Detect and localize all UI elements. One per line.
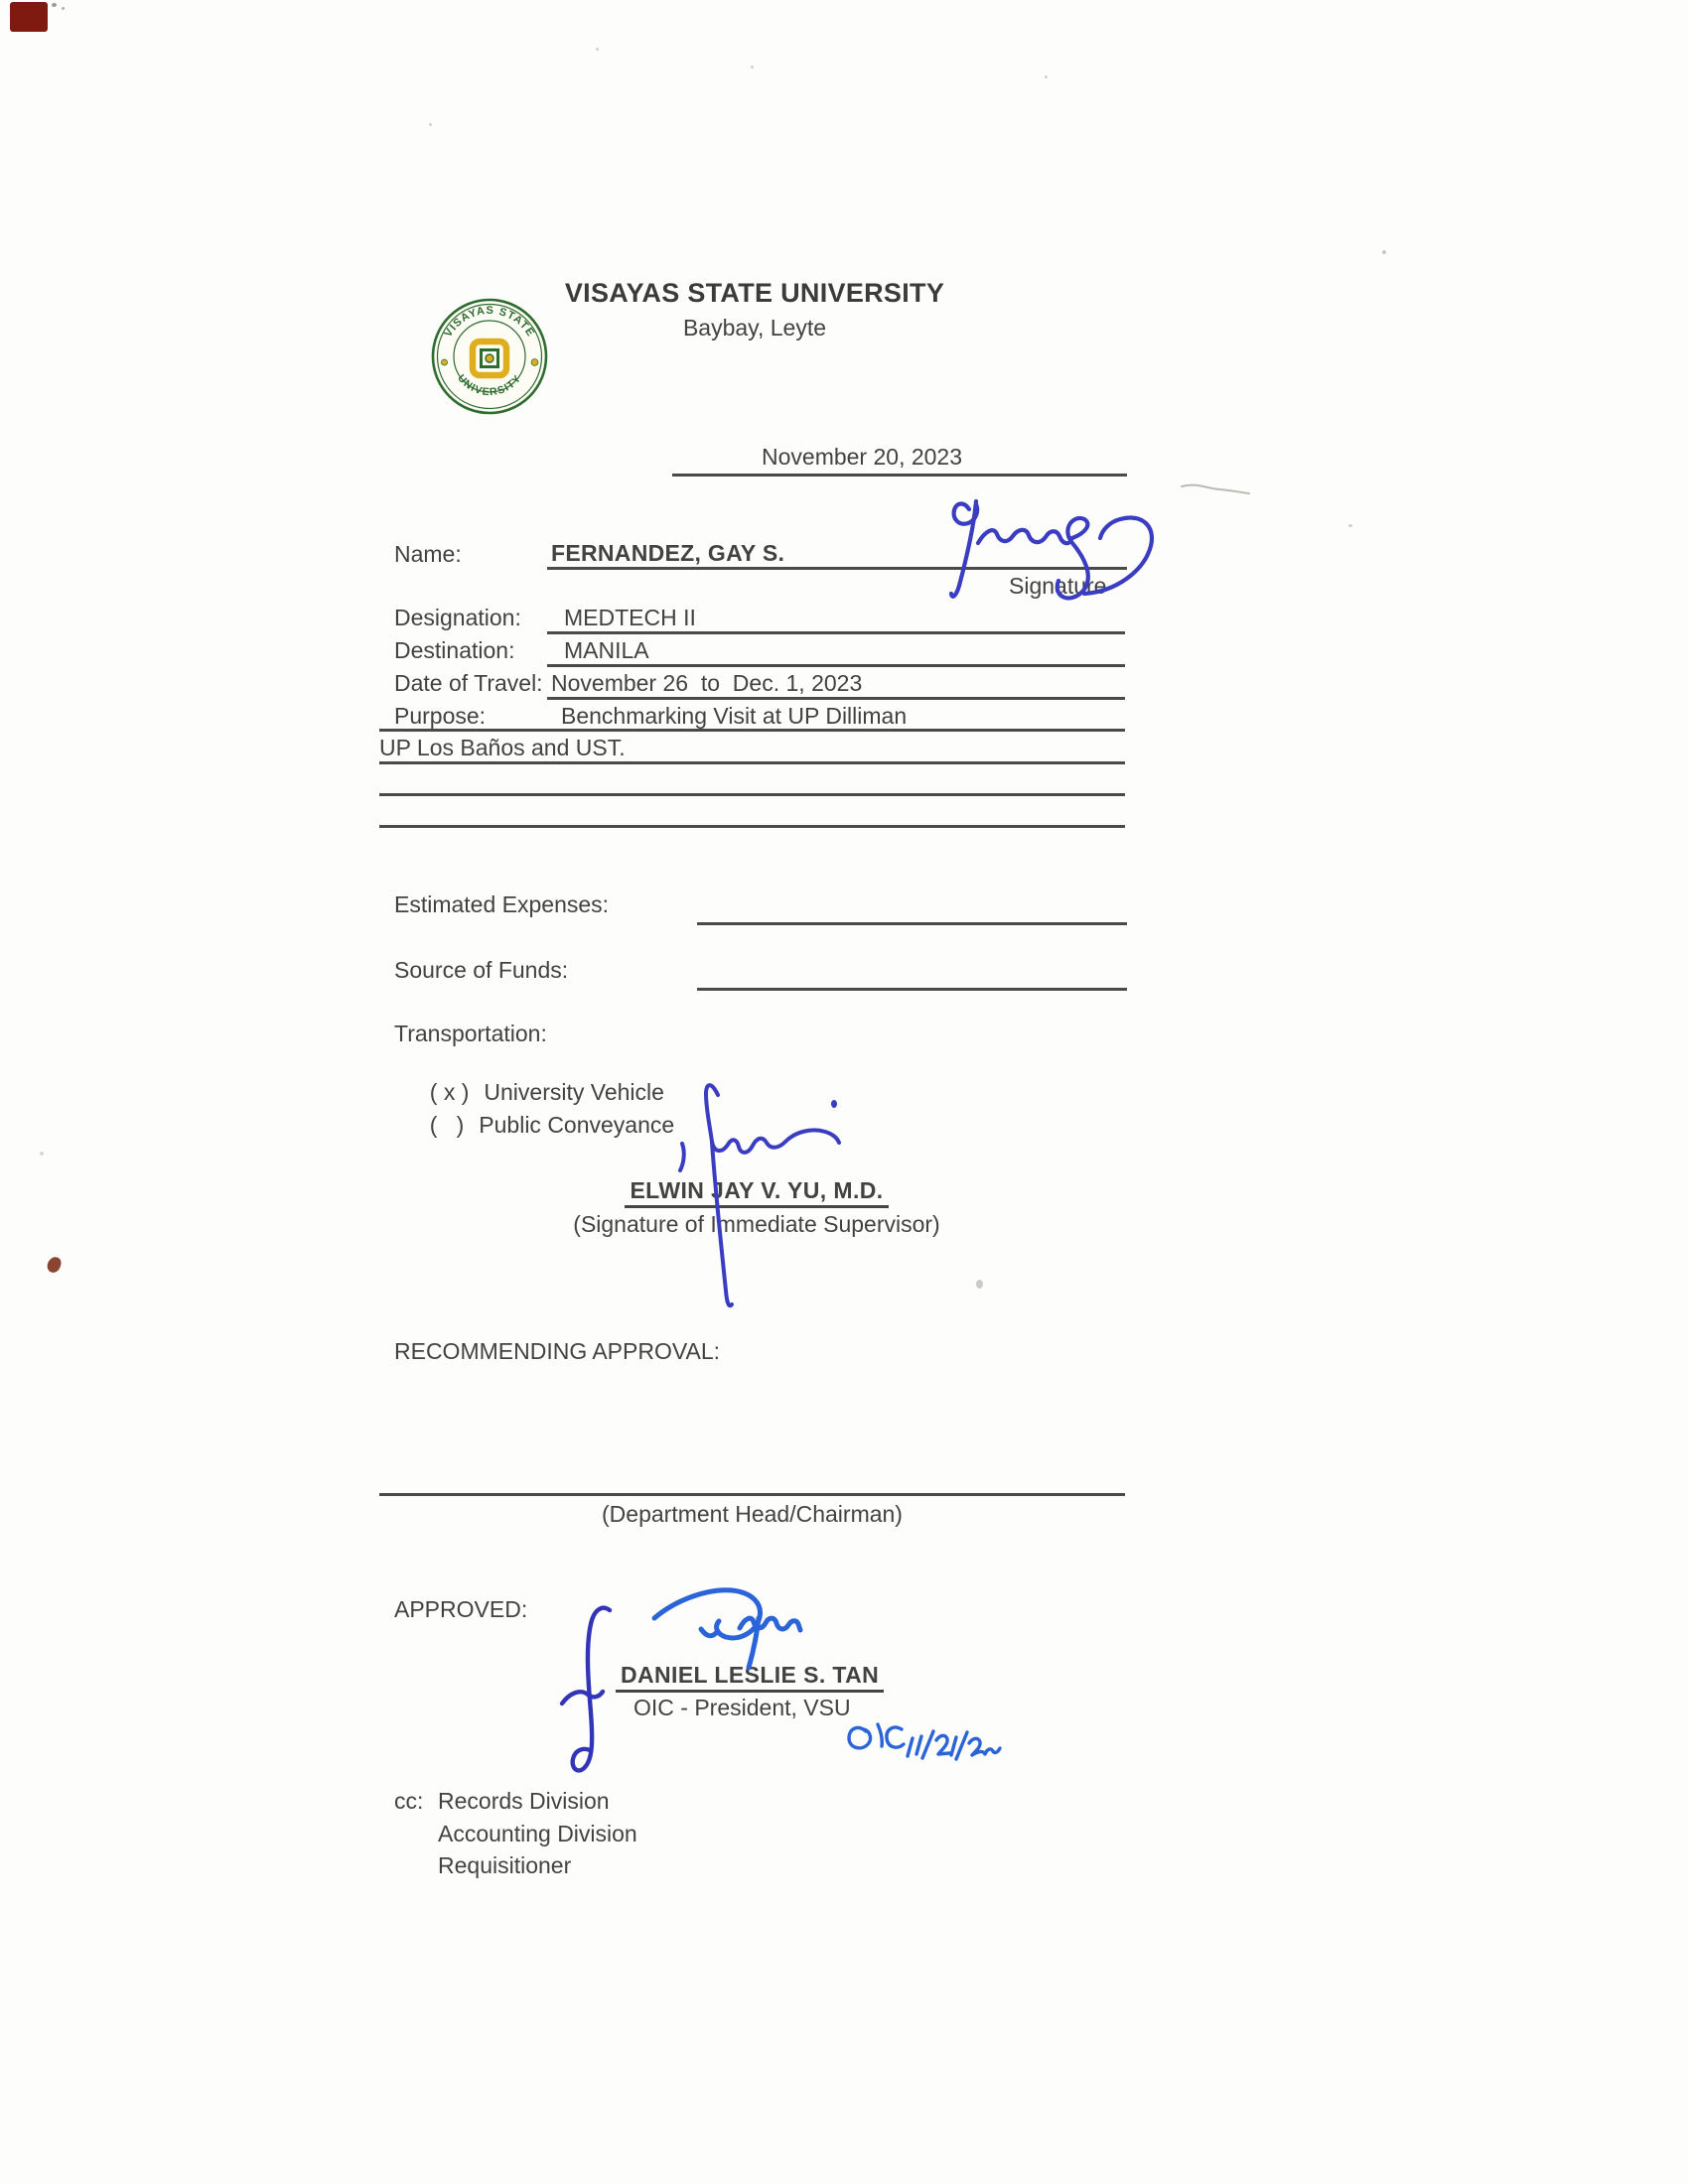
estimated-expenses-label: Estimated Expenses: <box>394 891 610 917</box>
logo-right-ornament <box>531 359 538 366</box>
pencil-squiggle-mark <box>1182 485 1249 493</box>
continuation-line <box>379 761 1125 764</box>
ink-dot-artifact <box>831 1100 837 1108</box>
approver-name: DANIEL LESLIE S. TAN <box>616 1662 884 1693</box>
designation-label: Designation: <box>394 605 521 630</box>
department-head-line <box>379 1493 1125 1496</box>
supervisor-block <box>477 1177 1037 1238</box>
designation-field-line <box>547 631 1125 634</box>
department-head-caption: (Department Head/Chairman) <box>602 1501 903 1527</box>
scan-artifact-corner-block <box>10 2 48 32</box>
handwritten-oic-date <box>849 1724 1000 1759</box>
logo-left-ornament <box>442 359 448 365</box>
scan-speck <box>976 1280 983 1289</box>
name-value: FERNANDEZ, GAY S. <box>551 540 785 566</box>
transportation-label: Transportation: <box>394 1021 547 1046</box>
cc-item-requisitioner: Requisitioner <box>438 1852 572 1878</box>
destination-field-line <box>547 664 1125 667</box>
date-of-travel-label: Date of Travel: <box>394 670 543 696</box>
blank-line-2 <box>379 825 1125 828</box>
travel-field-line <box>547 697 1125 700</box>
date-underline <box>672 474 1127 477</box>
president-signature-initial <box>562 1608 610 1771</box>
approver-block <box>616 1662 884 1721</box>
name-label: Name: <box>394 541 462 567</box>
university-location: Baybay, Leyte <box>682 315 827 341</box>
purpose-continuation: UP Los Baños and UST. <box>379 735 626 760</box>
recommending-approval-label: RECOMMENDING APPROVAL: <box>394 1338 721 1364</box>
approved-label: APPROVED: <box>394 1596 528 1622</box>
supervisor-name: ELWIN JAY V. YU, M.D. <box>625 1177 888 1208</box>
scan-speck <box>751 66 754 68</box>
university-name: VISAYAS STATE UNIVERSITY <box>564 278 945 308</box>
date-value: November 20, 2023 <box>762 444 963 470</box>
source-of-funds-line <box>697 988 1127 991</box>
scan-artifact-red-speck <box>46 1255 63 1274</box>
designation-value: MEDTECH II <box>564 605 696 630</box>
transport-option-label: University Vehicle <box>484 1079 664 1106</box>
scan-speck <box>40 1152 44 1156</box>
checkbox-marker-unchecked: ( ) <box>429 1112 465 1139</box>
destination-label: Destination: <box>394 637 515 663</box>
cc-label: cc: <box>394 1788 424 1814</box>
transport-option-public-conveyance <box>417 1086 674 1139</box>
cc-item-accounting: Accounting Division <box>438 1821 637 1846</box>
logo-top-text: VISAYAS STATE <box>442 304 537 340</box>
logo-bottom-text: UNIVERSITY <box>455 372 524 399</box>
scan-speck <box>52 3 57 7</box>
cc-item-records: Records Division <box>438 1788 610 1814</box>
president-signature-flourish <box>654 1590 800 1668</box>
signature-caption: Signature <box>1009 573 1107 599</box>
purpose-value: Benchmarking Visit at UP Dilliman <box>561 703 908 729</box>
scan-speck <box>429 123 432 126</box>
name-field-line <box>547 567 1127 570</box>
supervisor-caption: (Signature of Immediate Supervisor) <box>573 1211 940 1238</box>
source-of-funds-label: Source of Funds: <box>394 957 569 983</box>
scan-speck <box>1348 524 1352 527</box>
checkbox-marker-checked: ( x ) <box>429 1079 470 1106</box>
purpose-field-line <box>379 729 1125 732</box>
scan-speck <box>1045 75 1048 78</box>
scan-speck <box>1382 250 1386 254</box>
date-of-travel-value: November 26 to Dec. 1, 2023 <box>551 670 863 696</box>
scan-speck <box>596 48 599 51</box>
destination-value: MANILA <box>564 637 649 663</box>
purpose-label: Purpose: <box>394 703 487 729</box>
approver-title: OIC - President, VSU <box>633 1695 851 1721</box>
blank-line-1 <box>379 793 1125 796</box>
estimated-expenses-line <box>697 922 1127 925</box>
scan-speck <box>62 7 65 10</box>
transport-option-label: Public Conveyance <box>479 1112 675 1139</box>
